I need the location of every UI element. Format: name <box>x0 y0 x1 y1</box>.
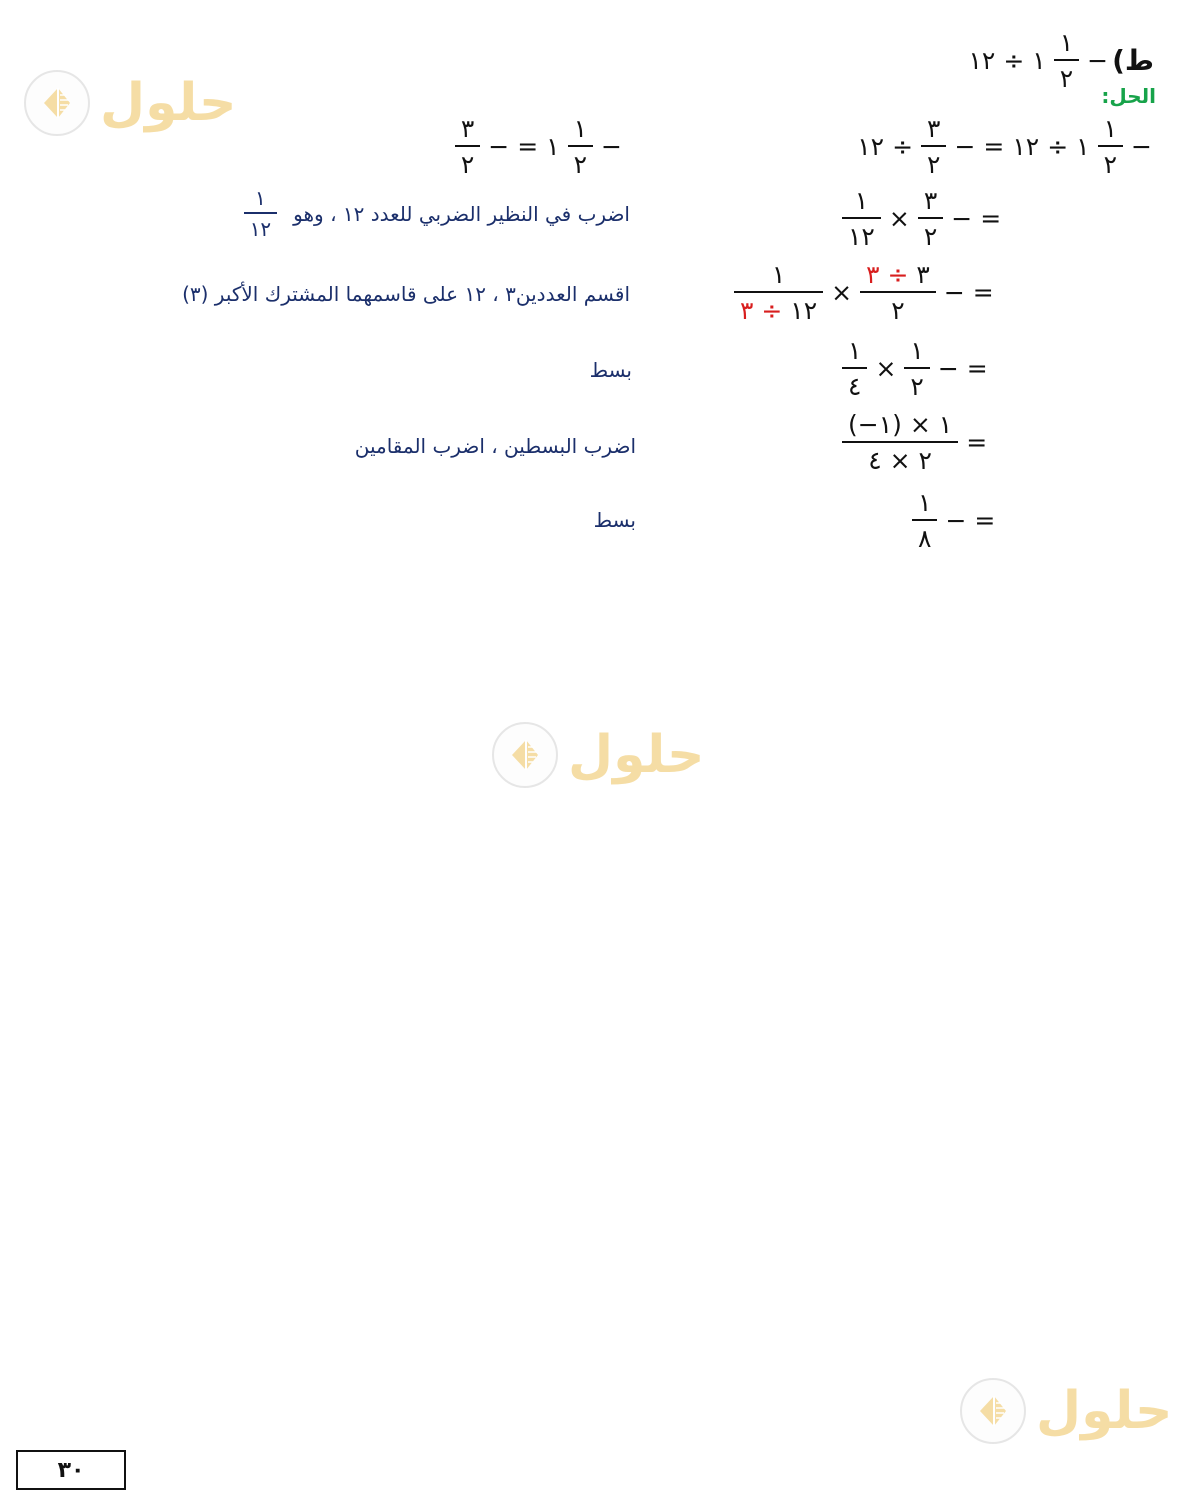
solution-label: الحل: <box>1101 84 1156 108</box>
step-4-equation: $\frac{(-١) \times ١}{٢ \times ٤}$ = <box>838 412 991 473</box>
step-4-description: اضرب البسطين ، اضرب المقامين <box>354 434 636 458</box>
mixed-whole: ١ <box>546 132 560 161</box>
fraction: $\frac{٣ \div ٣}{٢}$ <box>860 262 936 323</box>
step-5-equation: $\frac{١}{٨}$ − = <box>908 490 999 551</box>
fraction: $\frac{١}{٨}$ <box>912 490 937 551</box>
step-1-equation: $\frac{١}{١٢}$ × $\frac{٣}{٢}$ − = <box>838 188 1005 249</box>
problem-statement <box>964 30 1154 91</box>
fraction: $\frac{١}{٤}$ <box>842 338 867 399</box>
fraction: $\frac{٣}{٢}$ <box>455 116 480 177</box>
fraction: $\frac{١}{٢}$ <box>1098 116 1123 177</box>
watermark-logo <box>24 70 236 136</box>
book-page-icon <box>492 722 558 788</box>
step-5-description: بسط <box>593 508 636 532</box>
fraction: $\frac{٣}{٢}$ <box>921 116 946 177</box>
equals-sign: = <box>517 132 539 161</box>
watermark-logo <box>960 1378 1172 1444</box>
reciprocal-fraction: $\frac{١}{١٢}$ <box>244 188 277 239</box>
minus-sign: − <box>488 132 510 161</box>
divide-sign: ÷ <box>1003 46 1025 75</box>
fraction: $\frac{(-١) \times ١}{٢ \times ٤}$ <box>842 412 958 473</box>
fraction: $\frac{٣}{٢}$ <box>918 188 943 249</box>
fraction: $\frac{١}{٢}$ <box>568 116 593 177</box>
book-page-icon <box>24 70 90 136</box>
watermark-text: حلول <box>568 725 705 785</box>
problem-operand: ١٢ <box>968 46 996 75</box>
step-2-equation: $\frac{١}{١٢ \div ٣}$ × $\frac{٣ \div ٣}{٢}$ − = <box>730 262 998 323</box>
step-2-description: اقسم العددين٣ ، ١٢ على قاسمهما المشترك الأكبر (٣) <box>182 282 630 306</box>
watermark-text: حلول <box>1036 1381 1173 1441</box>
watermark-logo <box>492 722 704 788</box>
minus-sign: − <box>1087 46 1109 75</box>
watermark-text: حلول <box>100 73 237 133</box>
fraction: $\frac{١}{١٢ \div ٣}$ <box>734 262 823 323</box>
page-number-box <box>16 1450 126 1490</box>
fraction: $\frac{١}{١٢}$ <box>842 188 881 249</box>
page-number: ٣٠ <box>57 1457 85 1483</box>
side-note <box>451 116 626 177</box>
step-1-description: $\frac{١}{١٢}$ اضرب في النظير الضربي للعدد ١٢ ، وهو <box>240 188 630 239</box>
book-page-icon <box>960 1378 1026 1444</box>
mixed-fraction: $\frac{١}{٢}$ <box>1054 30 1079 91</box>
step-3-equation: $\frac{١}{٤}$ × $\frac{١}{٢}$ − = <box>838 338 992 399</box>
step-0-equation: ١٢ ÷ $\frac{٣}{٢}$ − = ١٢ ÷ ١ $\frac{١}{٢}$ − <box>857 114 1152 179</box>
mixed-whole: ١ <box>1032 46 1046 75</box>
step-3-description: بسط <box>589 358 632 382</box>
problem-label: ط) <box>1112 44 1154 77</box>
minus-sign: − <box>601 132 622 161</box>
fraction: $\frac{١}{٢}$ <box>904 338 929 399</box>
